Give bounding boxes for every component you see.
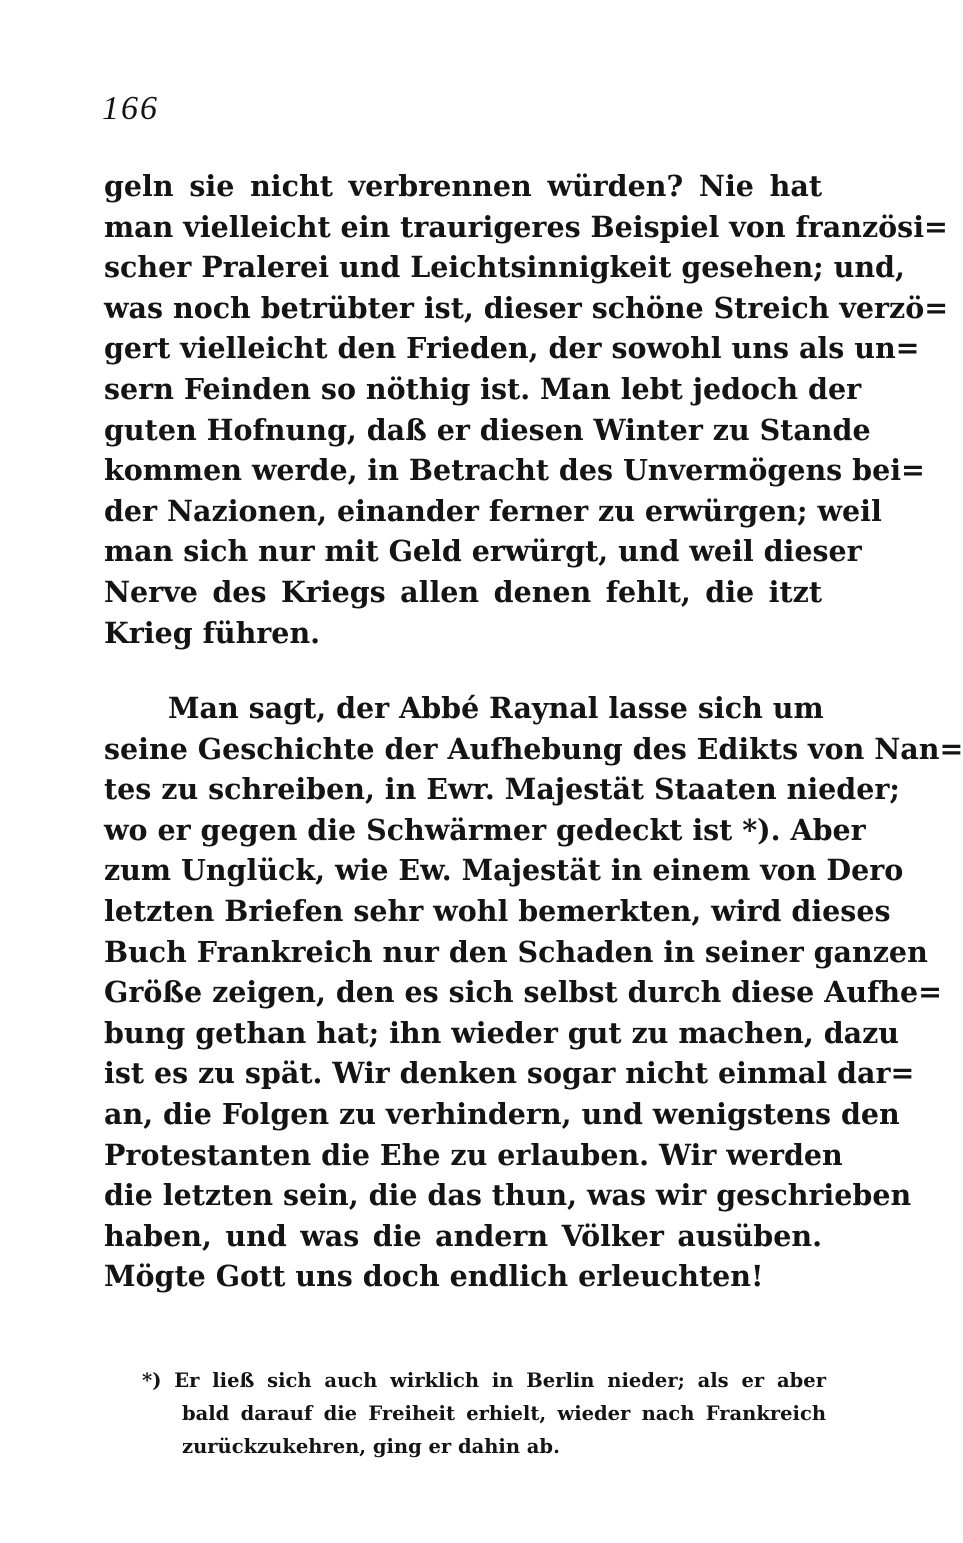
text-line: Protestanten die Ehe zu erlauben. Wir werden <box>104 1137 843 1172</box>
text-line: man sich nur mit Geld erwürgt, und weil dieser <box>104 534 862 569</box>
text-line: bung gethan hat; ihn wieder gut zu machen, dazu <box>104 1015 900 1050</box>
text-line: Man sagt, der Abbé Raynal lasse sich um <box>168 691 824 725</box>
text-line: kommen werde, in Betracht des Unvermögens bei= <box>104 453 925 488</box>
text-line: scher Pralerei und Leichtsinnigkeit gesehen; und, <box>104 250 905 285</box>
text-line: guten Hofnung, daß er diesen Winter zu Stande <box>104 412 871 447</box>
text-line: letzten Briefen sehr wohl bemerkten, wird dieses <box>104 893 891 928</box>
text-line: man vielleicht ein traurigeres Beispiel von französi= <box>104 209 948 244</box>
footnote-line: zurückzukehren, ging er dahin ab. <box>182 1435 560 1458</box>
paragraph-1 <box>104 166 949 653</box>
text-line: gert vielleicht den Frieden, der sowohl uns als un= <box>104 331 920 366</box>
text-line: haben, und was die andern Völker ausüben. <box>104 1218 822 1253</box>
text-line: tes zu schreiben, in Ewr. Majestät Staaten nieder; <box>104 772 900 807</box>
text-line: sern Feinden so nöthig ist. Man lebt jedoch der <box>104 371 862 406</box>
text-line: an, die Folgen zu verhindern, und wenigstens den <box>104 1096 900 1131</box>
text-line: zum Unglück, wie Ew. Majestät in einem von Dero <box>104 853 904 888</box>
text-line: der Nazionen, einander ferner zu erwürgen; weil <box>104 493 882 528</box>
text-line: Nerve des Kriegs allen denen fehlt, die itzt <box>104 574 822 609</box>
text-line: Mögte Gott uns doch endlich erleuchten! <box>104 1259 764 1294</box>
footnote-line: bald darauf die Freiheit erhielt, wieder nach Frankreich <box>182 1402 826 1425</box>
footnote <box>104 1364 826 1463</box>
page-number: 166 <box>102 90 159 127</box>
text-line: Buch Frankreich nur den Schaden in seiner ganzen <box>104 934 928 969</box>
footnote-line: *) Er ließ sich auch wirklich in Berlin nieder; als er aber <box>142 1369 826 1392</box>
text-line: Größe zeigen, den es sich selbst durch diese Aufhe= <box>104 975 943 1010</box>
text-line: die letzten sein, die das thun, was wir geschrieben <box>104 1178 912 1213</box>
text-line: wo er gegen die Schwärmer gedeckt ist *). Aber <box>104 812 866 847</box>
text-line: was noch betrübter ist, dieser schöne Streich verzö= <box>104 290 949 325</box>
text-line: seine Geschichte der Aufhebung des Edikts von Nan= <box>104 731 963 766</box>
text-line: Krieg führen. <box>104 615 321 650</box>
paragraph-2 <box>104 688 963 1297</box>
text-line: ist es zu spät. Wir denken sogar nicht einmal dar= <box>104 1056 915 1091</box>
text-line: geln sie nicht verbrennen würden? Nie hat <box>104 169 822 203</box>
